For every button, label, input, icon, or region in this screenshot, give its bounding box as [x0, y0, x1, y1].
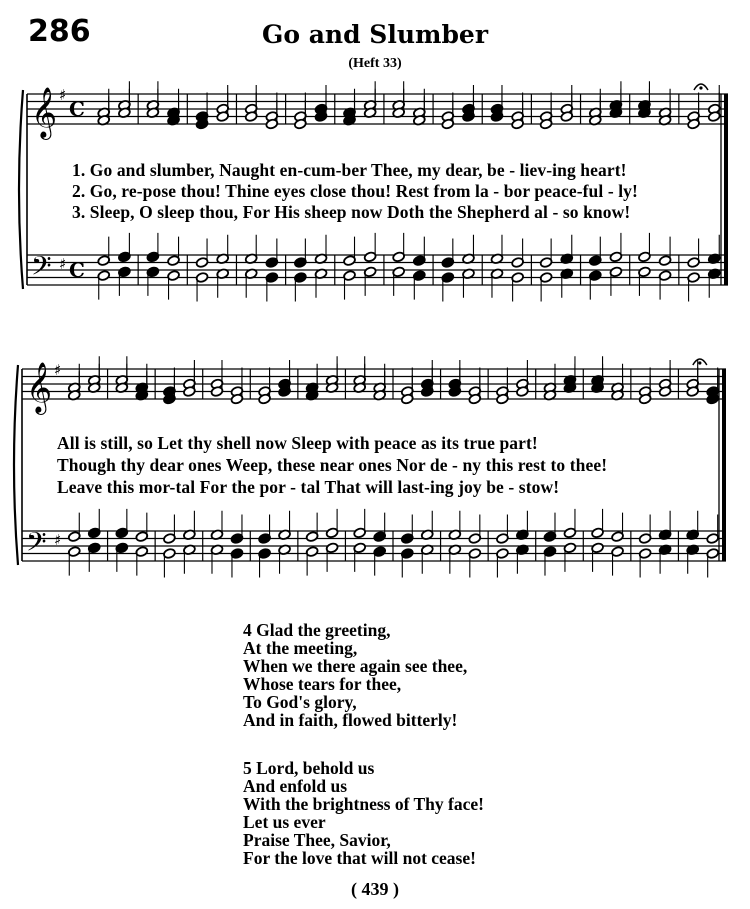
hymn-title: Go and Slumber: [261, 20, 489, 49]
verse-line: Let us ever: [243, 812, 326, 832]
verse-line: Praise Thee, Savior,: [243, 830, 391, 850]
verse-line: And in faith, flowed bitterly!: [243, 710, 458, 730]
system1-bass-clef: 𝄢: [31, 250, 52, 288]
verse-line: For the love that will not cease!: [243, 848, 476, 868]
verse-line: At the meeting,: [243, 638, 358, 658]
system2-brace: [14, 365, 18, 565]
system1-verse-3: 3. Sleep, O sleep thou, For His sheep now Doth the Shepherd al - so know!: [72, 202, 631, 222]
verse-line: 4 Glad the greeting,: [243, 620, 391, 640]
verse-line: And enfold us: [243, 776, 348, 796]
verse-line: To God's glory,: [243, 692, 357, 712]
system1-verse-2: 2. Go, re-pose thou! Thine eyes close thou! Rest from la - bor peace-ful - ly!: [72, 181, 638, 201]
system2-treble-clef: 𝄞: [26, 362, 53, 413]
system1-treble-clef: 𝄞: [31, 87, 58, 138]
verse-line: When we there again see thee,: [243, 656, 468, 676]
score: [14, 81, 728, 577]
system1-time-signature: C: [69, 258, 85, 282]
hymn-number: 286: [28, 14, 91, 49]
system1-key-sharp: ♯: [59, 255, 67, 273]
system1-time-signature: C: [69, 97, 85, 121]
system1-brace: [19, 90, 23, 289]
system2-key-sharp: ♯: [54, 531, 62, 549]
system1-fermata-dot: [699, 86, 702, 89]
system2-fermata-dot: [698, 361, 701, 364]
verse-line: With the brightness of Thy face!: [243, 794, 484, 814]
system2-verse-3: Leave this mor-tal For the por - tal That will last-ing joy be - stow!: [57, 477, 560, 497]
system2-bass-clef: 𝄢: [26, 526, 47, 564]
system2-verse-1: All is still, so Let thy shell now Sleep with peace as its true part!: [57, 433, 538, 453]
system1-verse-1: 1. Go and slumber, Naught en-cum-ber Thee, my dear, be - liev-ing heart!: [72, 160, 627, 180]
page-number: ( 439 ): [351, 879, 399, 899]
system2-key-sharp: ♯: [54, 361, 62, 379]
system1-key-sharp: ♯: [59, 86, 67, 104]
hymn-source: (Heft 33): [348, 56, 402, 71]
verse-line: 5 Lord, behold us: [243, 758, 375, 778]
verse-line: Whose tears for thee,: [243, 674, 402, 694]
system2-verse-2: Though thy dear ones Weep, these near ones Nor de - ny this rest to thee!: [57, 455, 608, 475]
